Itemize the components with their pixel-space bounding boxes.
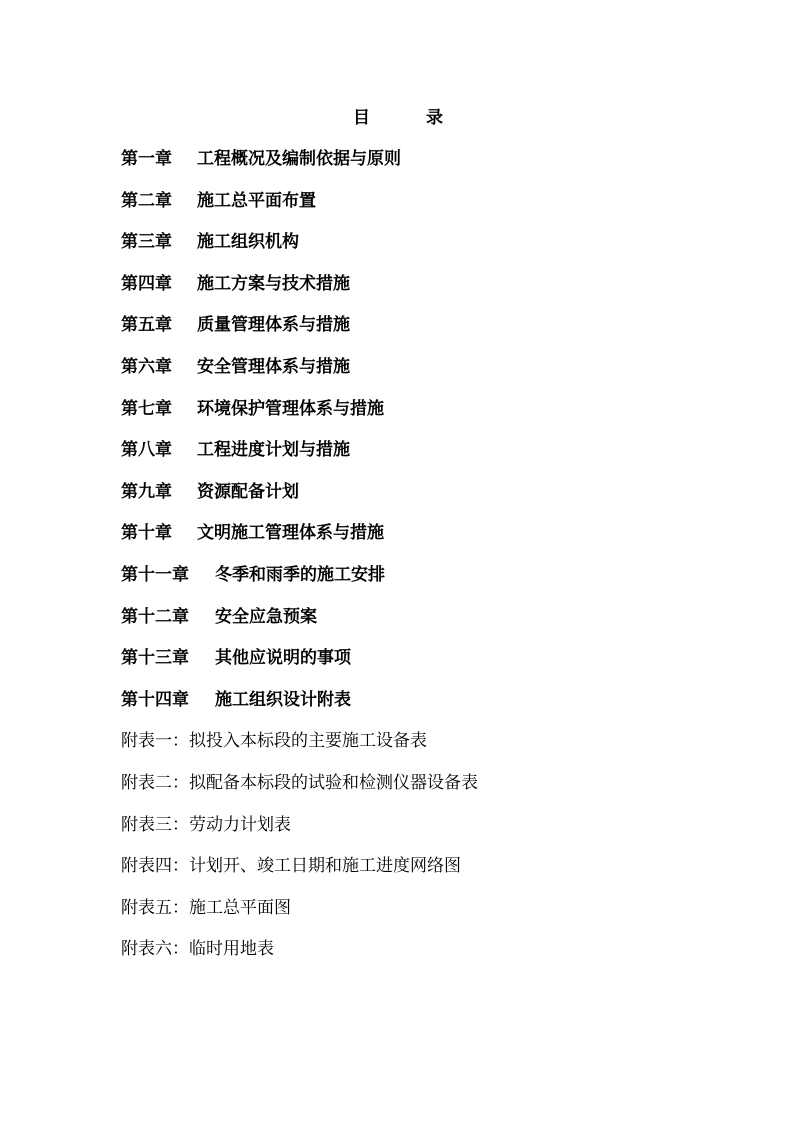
chapter-number: 第九章: [121, 481, 172, 502]
appendix-title: 劳动力计划表: [189, 814, 291, 835]
page-title: [0, 106, 794, 132]
toc-chapter-7[interactable]: [121, 396, 681, 438]
toc-chapter-10[interactable]: [121, 520, 681, 562]
appendix-number: 附表五：: [121, 897, 189, 918]
toc-appendix-5[interactable]: [121, 895, 681, 937]
appendix-number: 附表二：: [121, 772, 189, 793]
toc-chapter-3[interactable]: [121, 229, 681, 271]
chapter-title: 施工组织机构: [197, 232, 299, 253]
toc-chapter-4[interactable]: [121, 271, 681, 313]
appendix-number: 附表三：: [121, 814, 189, 835]
chapter-title: 环境保护管理体系与措施: [197, 398, 384, 419]
toc-chapter-14[interactable]: [121, 687, 681, 729]
chapter-number: 第十二章: [121, 606, 189, 627]
chapter-title: 安全管理体系与措施: [197, 356, 350, 377]
appendix-number: 附表六：: [121, 939, 189, 960]
chapter-title: 冬季和雨季的施工安排: [215, 564, 385, 585]
chapter-title: 工程概况及编制依据与原则: [197, 149, 401, 169]
appendix-title: 临时用地表: [189, 939, 274, 960]
page-title-part2: 录: [426, 108, 443, 128]
chapter-title: 其他应说明的事项: [215, 648, 351, 669]
chapter-number: 第十一章: [121, 564, 189, 585]
chapter-number: 第十章: [121, 523, 172, 544]
appendix-title: 计划开、竣工日期和施工进度网络图: [189, 856, 461, 877]
chapter-title: 施工方案与技术措施: [197, 273, 350, 294]
chapter-number: 第八章: [121, 440, 172, 461]
toc-appendix-6[interactable]: [121, 936, 681, 978]
chapter-title: 资源配备计划: [197, 481, 299, 502]
chapter-title: 质量管理体系与措施: [197, 315, 350, 336]
table-of-contents: [121, 146, 681, 978]
toc-appendix-3[interactable]: [121, 812, 681, 854]
toc-chapter-12[interactable]: [121, 604, 681, 646]
toc-chapter-8[interactable]: [121, 437, 681, 479]
chapter-number: 第四章: [121, 273, 172, 294]
chapter-number: 第十四章: [121, 689, 189, 710]
appendix-title: 拟投入本标段的主要施工设备表: [189, 731, 427, 752]
chapter-number: 第一章: [121, 149, 172, 169]
toc-chapter-6[interactable]: [121, 354, 681, 396]
appendix-number: 附表一：: [121, 731, 189, 752]
chapter-number: 第六章: [121, 356, 172, 377]
toc-chapter-9[interactable]: [121, 479, 681, 521]
toc-appendix-1[interactable]: [121, 728, 681, 770]
toc-chapter-5[interactable]: [121, 312, 681, 354]
chapter-title: 工程进度计划与措施: [197, 440, 350, 461]
toc-appendix-2[interactable]: [121, 770, 681, 812]
chapter-title: 安全应急预案: [215, 606, 317, 627]
chapter-number: 第三章: [121, 232, 172, 253]
toc-chapter-13[interactable]: [121, 645, 681, 687]
appendix-number: 附表四：: [121, 856, 189, 877]
chapter-number: 第二章: [121, 190, 172, 211]
toc-chapter-1[interactable]: [121, 146, 681, 188]
chapter-number: 第七章: [121, 398, 172, 419]
toc-appendix-4[interactable]: [121, 853, 681, 895]
chapter-title: 施工总平面布置: [197, 190, 316, 211]
appendix-title: 施工总平面图: [189, 897, 291, 918]
page-title-part1: 目: [353, 108, 370, 128]
toc-chapter-2[interactable]: [121, 188, 681, 230]
chapter-title: 施工组织设计附表: [215, 689, 351, 710]
appendix-title: 拟配备本标段的试验和检测仪器设备表: [189, 772, 478, 793]
chapter-title: 文明施工管理体系与措施: [197, 523, 384, 544]
chapter-number: 第十三章: [121, 648, 189, 669]
chapter-number: 第五章: [121, 315, 172, 336]
toc-chapter-11[interactable]: [121, 562, 681, 604]
